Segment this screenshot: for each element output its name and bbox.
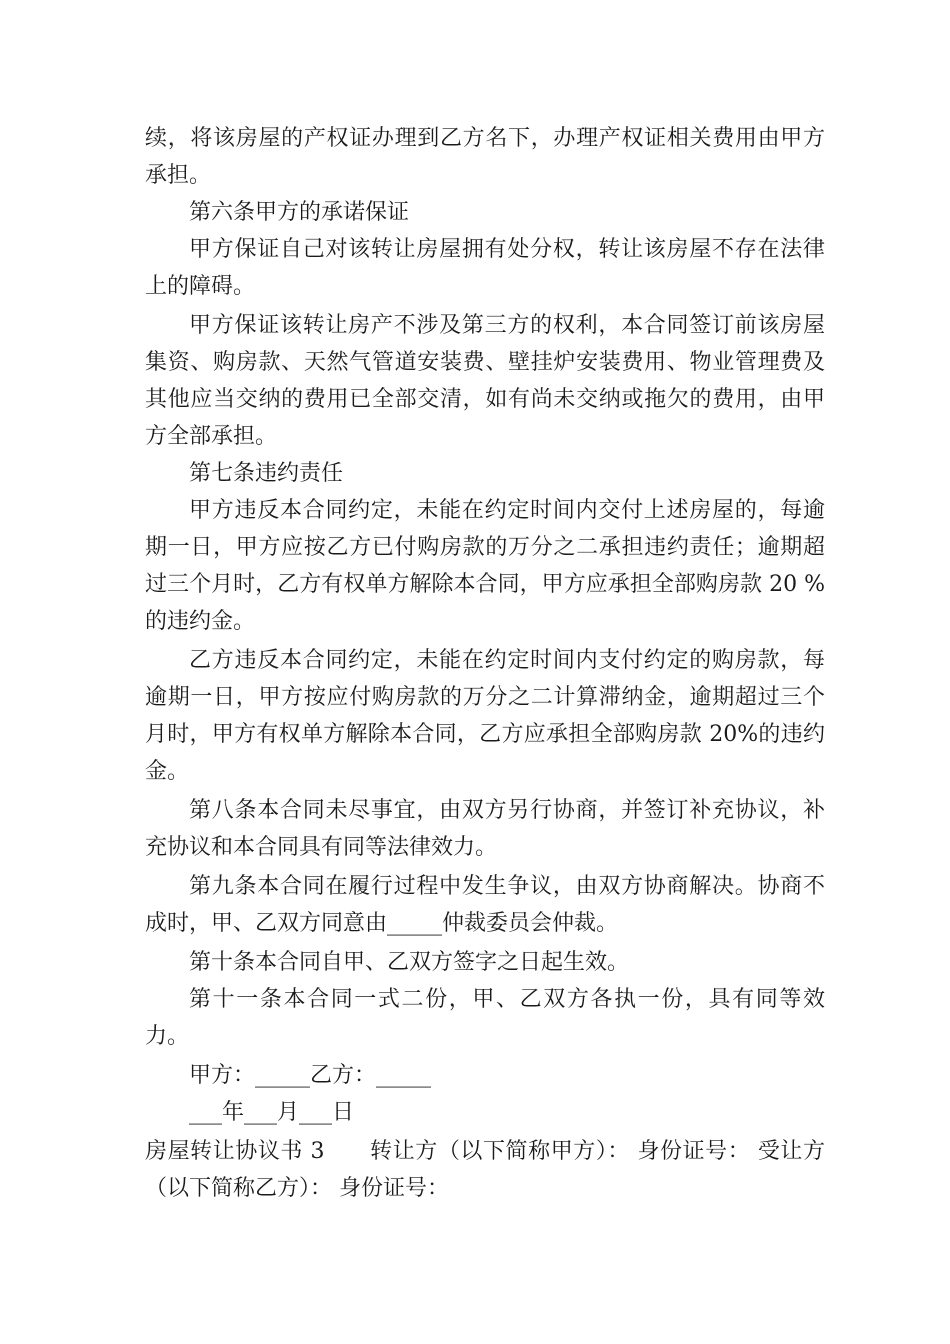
article-8: 第八条本合同未尽事宜，由双方另行协商，并签订补充协议，补充协议和本合同具有同等法律效力。 (145, 798, 825, 860)
article-6-clause-2: 甲方保证该转让房产不涉及第三方的权利，本合同签订前该房屋集资、购房款、天然气管道安装费、壁挂炉安装费用、物业管理费及其他应当交纳的费用已全部交清，如有尚未交纳或拖欠的费用，由甲方全部承担。 (145, 313, 825, 449)
next-agreement-heading: 房屋转让协议书 3 转让方（以下简称甲方）： 身份证号： 受让方（以下简称乙方）： 身份证号： (145, 1139, 825, 1201)
article-9: 第九条本合同在履行过程中发生争议，由双方协商解决。协商不成时，甲、乙双方同意由_____仲裁委员会仲裁。 (145, 874, 825, 936)
article-6-clause-1: 甲方保证自己对该转让房屋拥有处分权，转让该房屋不存在法律上的障碍。 (145, 237, 825, 299)
article-7-clause-2: 乙方违反本合同约定，未能在约定时间内支付约定的购房款，每逾期一日，甲方按应付购房款的万分之二计算滞纳金，逾期超过三个月时，甲方有权单方解除本合同，乙方应承担全部购房款 20%的违约金。 (145, 648, 825, 784)
signature-line: 甲方：_____乙方：_____ (189, 1063, 432, 1088)
article-10: 第十条本合同自甲、乙双方签字之日起生效。 (189, 950, 630, 975)
document-body (145, 120, 825, 1207)
article-6-title: 第六条甲方的承诺保证 (189, 200, 410, 225)
date-line: ___年___月___日 (189, 1100, 355, 1125)
paragraph-continued: 续，将该房屋的产权证办理到乙方名下，办理产权证相关费用由甲方承担。 (145, 126, 825, 188)
article-7-title: 第七条违约责任 (189, 461, 344, 486)
article-7-clause-1: 甲方违反本合同约定，未能在约定时间内交付上述房屋的，每逾期一日，甲方应按乙方已付购房款的万分之二承担违约责任；逾期超过三个月时，乙方有权单方解除本合同，甲方应承担全部购房款 20 %的违约金。 (145, 498, 825, 634)
article-11: 第十一条本合同一式二份，甲、乙双方各执一份，具有同等效力。 (145, 987, 825, 1049)
